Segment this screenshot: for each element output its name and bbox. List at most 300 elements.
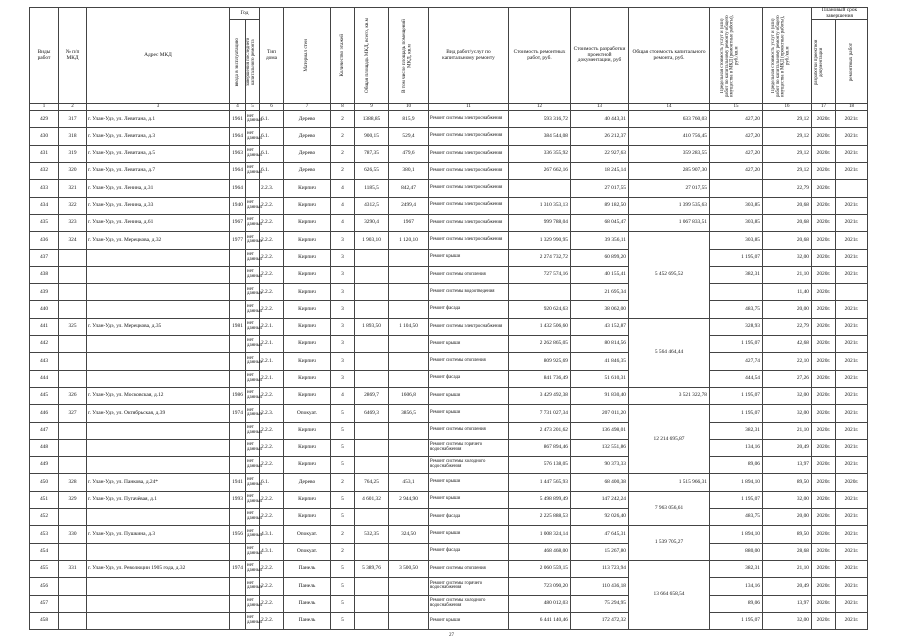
table-cell: 458	[30, 612, 59, 629]
table-cell: 2021г.	[836, 145, 868, 162]
table-cell	[710, 284, 763, 301]
table-cell: нет данных	[246, 197, 260, 214]
table-cell: 444,54	[710, 370, 763, 387]
table-cell	[230, 336, 246, 353]
table-cell: 2.2.2.	[260, 560, 284, 577]
table-row	[30, 457, 868, 474]
table-cell: 880,00	[710, 543, 763, 560]
header-razrab-psd-text: разработки проектной документации	[813, 39, 824, 85]
table-cell: 2021г.	[836, 197, 868, 214]
header-god-vvoda	[230, 20, 246, 104]
table-cell: 1 104,50	[389, 318, 429, 335]
table-cell: 40 155,41	[571, 266, 629, 283]
table-cell: 2020г.	[812, 560, 836, 577]
table-cell	[355, 543, 389, 560]
table-cell: 2020г.	[836, 474, 868, 491]
table-cell: 38 062,00	[571, 301, 629, 318]
table-cell: 434	[30, 197, 59, 214]
table-cell: 89,06	[710, 595, 763, 612]
table-cell: 47 645,31	[571, 526, 629, 543]
table-cell: 319	[59, 145, 87, 162]
table-cell: 42,68	[763, 336, 812, 353]
table-cell	[230, 370, 246, 387]
table-cell: 2.2.2.	[260, 439, 284, 456]
table-cell: 20,68	[763, 214, 812, 231]
table-cell: 29,12	[763, 163, 812, 180]
table-cell	[59, 301, 87, 318]
table-cell: Кирпич	[284, 284, 331, 301]
table-cell: Ремонт системы электроснабжения	[429, 111, 509, 128]
table-cell: 1 894,10	[710, 474, 763, 491]
table-cell: 841 736,49	[509, 370, 571, 387]
table-cell	[389, 301, 429, 318]
table-cell: 336 355,92	[509, 145, 571, 162]
table-cell	[389, 457, 429, 474]
table-cell	[230, 612, 246, 629]
table-cell: 815,9	[389, 111, 429, 128]
table-cell: 1 894,10	[710, 526, 763, 543]
table-row	[30, 526, 868, 543]
table-cell: 1961	[230, 111, 246, 128]
table-cell: Ремонт системы горячего водоснабжения	[429, 439, 509, 456]
table-cell	[389, 543, 429, 560]
table-cell: 7 731 027,34	[509, 405, 571, 422]
table-cell: 3	[331, 249, 355, 266]
table-cell: г. Улан-Удэ, ул. Ленина, д.31	[87, 180, 230, 197]
table-row	[30, 578, 868, 595]
merged-total-cell: 13 664 658,54	[629, 560, 710, 629]
header-ploshad-pom	[389, 8, 429, 104]
table-cell: 1940	[230, 197, 246, 214]
table-cell: 329	[59, 491, 87, 508]
table-cell	[59, 457, 87, 474]
table-cell: 2021г.	[836, 111, 868, 128]
header-stoimost-psd: Стоимость разработки проектной документации, руб	[571, 8, 629, 104]
table-cell: 2.2.2.	[260, 422, 284, 439]
table-cell: 809 925,69	[509, 353, 571, 370]
column-number: 11	[429, 104, 509, 111]
table-cell: 4312,5	[355, 197, 389, 214]
column-number: 17	[812, 104, 836, 111]
table-row	[30, 336, 868, 353]
table-cell: 384 544,08	[509, 128, 571, 145]
table-cell: нет данных	[246, 439, 260, 456]
column-number: 12	[509, 104, 571, 111]
table-cell: 80 814,56	[571, 336, 629, 353]
table-cell	[836, 180, 868, 197]
table-cell: Ремонт системы электроснабжения	[429, 163, 509, 180]
table-cell: 27 017,55	[571, 180, 629, 197]
column-number: 5	[246, 104, 260, 111]
table-cell: 2021г.	[836, 526, 868, 543]
table-cell: нет данных	[246, 422, 260, 439]
table-cell: 438	[30, 266, 59, 283]
table-cell: Кирпич	[284, 232, 331, 249]
table-cell: 2021г.	[836, 405, 868, 422]
table-cell: 29,12	[763, 145, 812, 162]
table-cell: Ремонт фасада	[429, 509, 509, 526]
capital-repair-table	[29, 7, 868, 630]
table-cell: Опокуат.	[284, 543, 331, 560]
table-cell: 2020г.	[812, 474, 836, 491]
table-cell	[87, 578, 230, 595]
table-row	[30, 284, 868, 301]
table-cell: 11,40	[763, 284, 812, 301]
table-cell: 2.2.1.	[260, 336, 284, 353]
table-cell: 134,16	[710, 578, 763, 595]
table-cell: Ремонт системы холодного водоснабжения	[429, 457, 509, 474]
table-cell: 2020г.	[812, 422, 836, 439]
table-cell: 41 846,35	[571, 353, 629, 370]
table-cell: нет данных	[246, 249, 260, 266]
table-cell: Дерево	[284, 163, 331, 180]
table-cell: 132 551,86	[571, 439, 629, 456]
column-number: 1	[30, 104, 59, 111]
table-cell: 22,10	[763, 353, 812, 370]
table-cell: 1956	[230, 526, 246, 543]
table-cell: нет данных	[246, 509, 260, 526]
table-cell	[59, 439, 87, 456]
table-cell: нет данных	[246, 111, 260, 128]
table-row	[30, 595, 868, 612]
table-cell	[59, 370, 87, 387]
table-cell: 626,55	[355, 163, 389, 180]
table-cell: 440	[30, 301, 59, 318]
table-cell: г. Улан-Удэ, ул. Мерецкова, д.35	[87, 318, 230, 335]
table-cell: 446	[30, 405, 59, 422]
table-cell: 2021г.	[836, 353, 868, 370]
table-cell	[389, 509, 429, 526]
table-cell: г. Улан-Удэ, ул. Пугачёвая, д.1	[87, 491, 230, 508]
table-row	[30, 145, 868, 162]
header-ploshad-obsh-text: Общая площадь МКД, всего, кв.м	[363, 18, 370, 94]
table-cell: 2021г.	[836, 560, 868, 577]
header-plan-srok: Плановый срок завершения	[812, 8, 868, 20]
table-cell: 326	[59, 387, 87, 404]
table-cell: 1986	[230, 387, 246, 404]
table-cell: 451	[30, 491, 59, 508]
table-cell: 2.2.2.	[260, 249, 284, 266]
table-cell: 32,00	[763, 249, 812, 266]
table-cell: 318	[59, 128, 87, 145]
table-cell: 1 329 990,95	[509, 232, 571, 249]
table-cell: 2.2.2.	[260, 578, 284, 595]
table-cell: Кирпич	[284, 387, 331, 404]
table-cell: 2.2.1.	[260, 318, 284, 335]
table-row	[30, 214, 868, 231]
header-god-kr-text: завершения последнего капитального ремонта	[246, 37, 256, 86]
table-cell: 5	[331, 509, 355, 526]
table-cell: 2020г.	[812, 509, 836, 526]
header-god-kr	[246, 20, 260, 104]
table-cell	[230, 284, 246, 301]
table-cell	[59, 578, 87, 595]
table-cell	[246, 180, 260, 197]
table-cell: 764,25	[355, 474, 389, 491]
table-cell: 5	[331, 422, 355, 439]
table-cell: 448	[30, 439, 59, 456]
column-number: 16	[763, 104, 812, 111]
table-cell: 1 515 966,31	[629, 474, 710, 491]
table-cell: 3	[331, 353, 355, 370]
table-cell	[355, 284, 389, 301]
table-cell: 2020г.	[812, 612, 836, 629]
table-cell	[230, 301, 246, 318]
table-cell	[355, 301, 389, 318]
table-cell	[509, 180, 571, 197]
table-cell: 20,49	[763, 578, 812, 595]
table-cell: 3	[331, 318, 355, 335]
table-cell: 456	[30, 578, 59, 595]
table-row	[30, 370, 868, 387]
table-cell: 6469,3	[355, 405, 389, 422]
table-cell: 303,85	[710, 197, 763, 214]
table-cell: 5	[331, 439, 355, 456]
table-cell: нет данных	[246, 353, 260, 370]
table-cell: 2	[331, 526, 355, 543]
table-cell: Ремонт фасада	[429, 370, 509, 387]
table-cell	[389, 578, 429, 595]
column-number: 10	[389, 104, 429, 111]
table-cell: 2021г.	[836, 336, 868, 353]
table-cell: 723 090,20	[509, 578, 571, 595]
table-cell: 1 893,50	[355, 318, 389, 335]
table-cell: 18 245,14	[571, 163, 629, 180]
table-cell	[355, 457, 389, 474]
table-cell	[87, 595, 230, 612]
column-number: 18	[836, 104, 868, 111]
table-cell: 3 521 322,78	[629, 387, 710, 404]
table-cell: 40 443,31	[571, 111, 629, 128]
table-cell: 5 389,76	[355, 560, 389, 577]
table-cell	[87, 370, 230, 387]
table-cell: нет данных	[246, 526, 260, 543]
header-pred-st-2-text: Предельная стоимость услуг и (или) работ по капитальному ремонту общего имущества в МКД (проектные работы), руб./кв.м	[771, 14, 791, 97]
table-cell: 1 903,10	[355, 232, 389, 249]
table-row	[30, 128, 868, 145]
table-cell: 1 195,07	[710, 405, 763, 422]
table-cell: 285 907,30	[629, 163, 710, 180]
table-cell: г. Улан-Удэ, ул. Левитана, д.5	[87, 145, 230, 162]
table-cell: 2.2.1.	[260, 353, 284, 370]
table-cell: 867 894,46	[509, 439, 571, 456]
table-cell: 2021г.	[836, 457, 868, 474]
header-god-vvoda-text: ввода в эксплуатацию	[233, 37, 240, 86]
table-cell	[59, 509, 87, 526]
table-cell: Ремонт системы электроснабжения	[429, 128, 509, 145]
table-cell: 1 195,07	[710, 612, 763, 629]
table-cell: нет данных	[246, 266, 260, 283]
table-cell: 4	[331, 387, 355, 404]
table-cell: Дерево	[284, 111, 331, 128]
table-cell: 2020г.	[812, 111, 836, 128]
table-cell	[87, 439, 230, 456]
table-cell: 2.2.2.	[260, 284, 284, 301]
table-cell: 320	[59, 163, 87, 180]
table-cell	[87, 457, 230, 474]
table-cell	[230, 457, 246, 474]
table-cell: Дерево	[284, 145, 331, 162]
table-cell: 1974	[230, 560, 246, 577]
table-cell: 5	[331, 560, 355, 577]
table-cell: 92 026,40	[571, 509, 629, 526]
table-cell: Ремонт фасада	[429, 301, 509, 318]
table-cell: Ремонт системы электроснабжения	[429, 180, 509, 197]
table-cell: 454	[30, 543, 59, 560]
table-cell: 1185,5	[355, 180, 389, 197]
table-cell	[87, 301, 230, 318]
table-cell	[59, 249, 87, 266]
table-cell: 29,12	[763, 111, 812, 128]
table-cell: 1 120,10	[389, 232, 429, 249]
table-cell: Кирпич	[284, 509, 331, 526]
table-cell: Кирпич	[284, 249, 331, 266]
merged-total-cell: 5 452 695,52	[629, 232, 710, 318]
table-cell: 4.3.1.	[260, 543, 284, 560]
table-cell: 2020г.	[812, 249, 836, 266]
table-cell: 2	[331, 145, 355, 162]
table-cell	[87, 543, 230, 560]
table-cell	[389, 595, 429, 612]
table-cell: 89,50	[763, 526, 812, 543]
table-cell: 382,31	[710, 266, 763, 283]
table-cell: 317	[59, 111, 87, 128]
table-cell: Кирпич	[284, 214, 331, 231]
header-material	[284, 8, 331, 104]
table-cell: 1964	[230, 163, 246, 180]
table-cell: 999 788,04	[509, 214, 571, 231]
table-cell: 2021г.	[836, 509, 868, 526]
table-cell: 22 927,63	[571, 145, 629, 162]
table-cell: 32,00	[763, 491, 812, 508]
table-cell: г. Улан-Удэ, ул. Московская, д.12	[87, 387, 230, 404]
table-cell: Кирпич	[284, 266, 331, 283]
table-cell	[389, 612, 429, 629]
table-cell: г. Улан-Удэ, ул. Ленина, д.33	[87, 197, 230, 214]
table-cell: Дерево	[284, 128, 331, 145]
table-cell: 2021г.	[836, 301, 868, 318]
table-cell: 6.1.	[260, 128, 284, 145]
table-cell: нет данных	[246, 214, 260, 231]
table-cell: г. Улан-Удэ, ул. Панкова, д.24*	[87, 474, 230, 491]
table-cell: 4.3.1.	[260, 526, 284, 543]
table-cell: 435	[30, 214, 59, 231]
table-cell: Кирпич	[284, 370, 331, 387]
table-cell: нет данных	[246, 284, 260, 301]
table-cell: 5	[331, 457, 355, 474]
table-cell: 359 283,55	[629, 145, 710, 162]
table-header	[30, 8, 868, 111]
table-cell: 303,85	[710, 232, 763, 249]
table-cell: 2020г.	[812, 301, 836, 318]
table-cell: 842,47	[389, 180, 429, 197]
table-cell: 2.2.3.	[260, 405, 284, 422]
table-cell: 147 242,24	[571, 491, 629, 508]
table-cell: 437	[30, 249, 59, 266]
table-cell: 21 695,34	[571, 284, 629, 301]
table-cell: 593 316,72	[509, 111, 571, 128]
table-row	[30, 405, 868, 422]
table-cell: 26 212,37	[571, 128, 629, 145]
table-cell: 920 624,63	[509, 301, 571, 318]
table-cell: 68 045,47	[571, 214, 629, 231]
table-cell: 2020г.	[812, 318, 836, 335]
table-cell: 110 436,18	[571, 578, 629, 595]
table-cell: Панель	[284, 560, 331, 577]
table-cell: 3	[331, 370, 355, 387]
table-row	[30, 318, 868, 335]
table-cell: 427,74	[710, 353, 763, 370]
table-cell: 303,85	[710, 214, 763, 231]
table-cell: 2	[331, 111, 355, 128]
table-cell: нет данных	[246, 474, 260, 491]
table-cell: 447	[30, 422, 59, 439]
table-cell: Опокуат.	[284, 405, 331, 422]
table-cell: Панель	[284, 612, 331, 629]
table-cell: 431	[30, 145, 59, 162]
table-cell	[87, 284, 230, 301]
table-cell: 328,93	[710, 318, 763, 335]
table-cell: г. Улан-Удэ, ул. Революции 1905 года, д.32	[87, 560, 230, 577]
column-number: 14	[629, 104, 710, 111]
table-cell	[87, 509, 230, 526]
table-cell: 2.2.2.	[260, 509, 284, 526]
table-cell: 21,10	[763, 560, 812, 577]
table-cell	[230, 266, 246, 283]
table-cell: 532,35	[355, 526, 389, 543]
table-cell: 330	[59, 526, 87, 543]
table-cell: 207 011,20	[571, 405, 629, 422]
table-cell: 3290,4	[355, 214, 389, 231]
table-cell: 2021г.	[836, 370, 868, 387]
table-cell: 4	[331, 197, 355, 214]
table-cell: 2020г.	[812, 491, 836, 508]
table-cell: 32,00	[763, 387, 812, 404]
table-cell: 457	[30, 595, 59, 612]
table-cell: 39 356,11	[571, 232, 629, 249]
table-cell: нет данных	[246, 491, 260, 508]
table-cell: 2020г.	[812, 387, 836, 404]
table-cell: 1388,85	[355, 111, 389, 128]
table-cell: 13,97	[763, 457, 812, 474]
table-row	[30, 180, 868, 197]
table-cell: 27 017,55	[629, 180, 710, 197]
table-cell: 20,49	[763, 439, 812, 456]
table-cell: 1 310 353,13	[509, 197, 571, 214]
table-cell: 2021г.	[836, 214, 868, 231]
table-cell: 32,00	[763, 612, 812, 629]
table-cell: 2	[331, 163, 355, 180]
table-cell: 21,10	[763, 266, 812, 283]
table-cell: 15 267,80	[571, 543, 629, 560]
table-cell: 134,16	[710, 439, 763, 456]
table-cell: 2021г.	[836, 422, 868, 439]
table-cell: 20,00	[763, 509, 812, 526]
table-cell: 324	[59, 232, 87, 249]
table-cell: 20,68	[763, 232, 812, 249]
table-cell: 1974	[230, 405, 246, 422]
table-cell: 2021г.	[836, 318, 868, 335]
header-rem-rabot-text: ремонтных работ	[847, 42, 854, 81]
table-cell: 2	[331, 128, 355, 145]
table-cell: 2021г.	[836, 249, 868, 266]
table-cell: 89 182,50	[571, 197, 629, 214]
table-cell: 2.2.2.	[260, 457, 284, 474]
header-etazh-text: Количество этажей	[338, 34, 345, 77]
table-cell: 20,00	[763, 301, 812, 318]
header-god: Год	[230, 8, 260, 20]
column-number: 6	[260, 104, 284, 111]
